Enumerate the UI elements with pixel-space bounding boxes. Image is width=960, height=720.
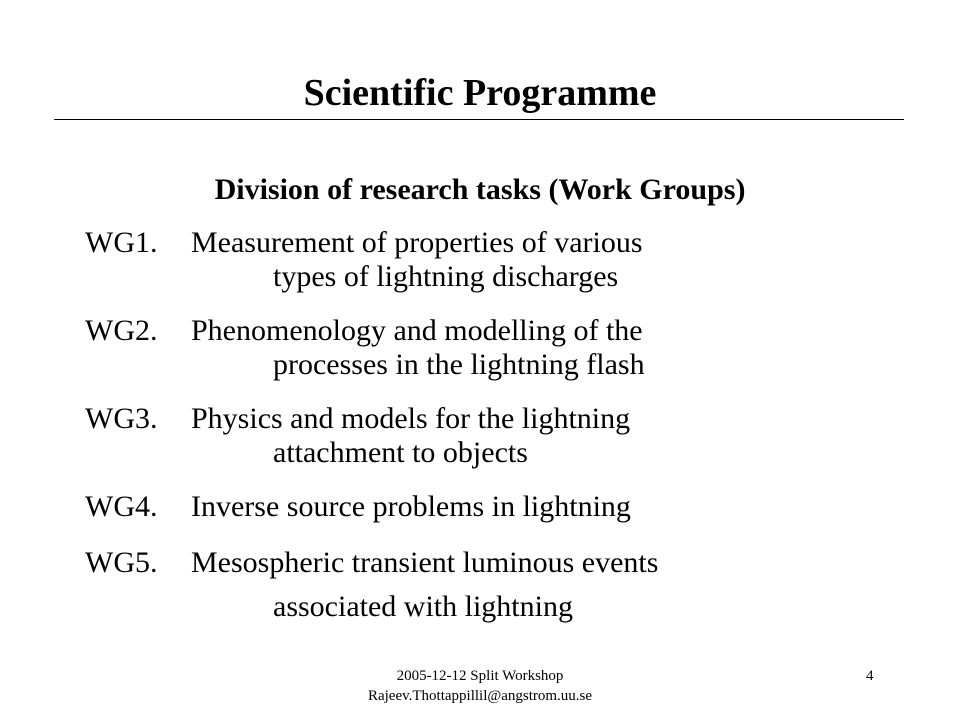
work-group-title-line1: Inverse source problems in lightning — [191, 490, 631, 523]
work-group-title-line2: processes in the lightning flash — [273, 348, 645, 381]
work-group-title-line1: Phenomenology and modelling of the — [191, 314, 643, 347]
slide-subtitle: Division of research tasks (Work Groups) — [214, 173, 746, 206]
slide-number: 4 — [866, 668, 874, 684]
slide-title: Scientific Programme — [303, 72, 657, 114]
title-divider — [54, 119, 904, 120]
work-group-code: WG1. — [85, 226, 158, 259]
work-group-title-line1: Measurement of properties of various — [191, 226, 643, 259]
footer-email: Rajeev.Thottappillil@angstrom.uu.se — [367, 688, 593, 704]
work-group-title-line1: Physics and models for the lightning — [191, 402, 631, 435]
footer-event: 2005-12-12 Split Workshop — [396, 668, 564, 684]
work-group-title-line2: attachment to objects — [273, 436, 528, 469]
work-group-title-line1: Mesospheric transient luminous events — [191, 546, 659, 579]
work-group-title-line2: types of lightning discharges — [273, 260, 619, 293]
work-group-code: WG5. — [85, 546, 158, 579]
slide-footer — [0, 666, 960, 706]
work-group-title-line2: associated with lightning — [273, 590, 573, 623]
work-group-code: WG2. — [85, 314, 158, 347]
work-group-code: WG4. — [85, 490, 158, 523]
work-group-code: WG3. — [85, 402, 158, 435]
